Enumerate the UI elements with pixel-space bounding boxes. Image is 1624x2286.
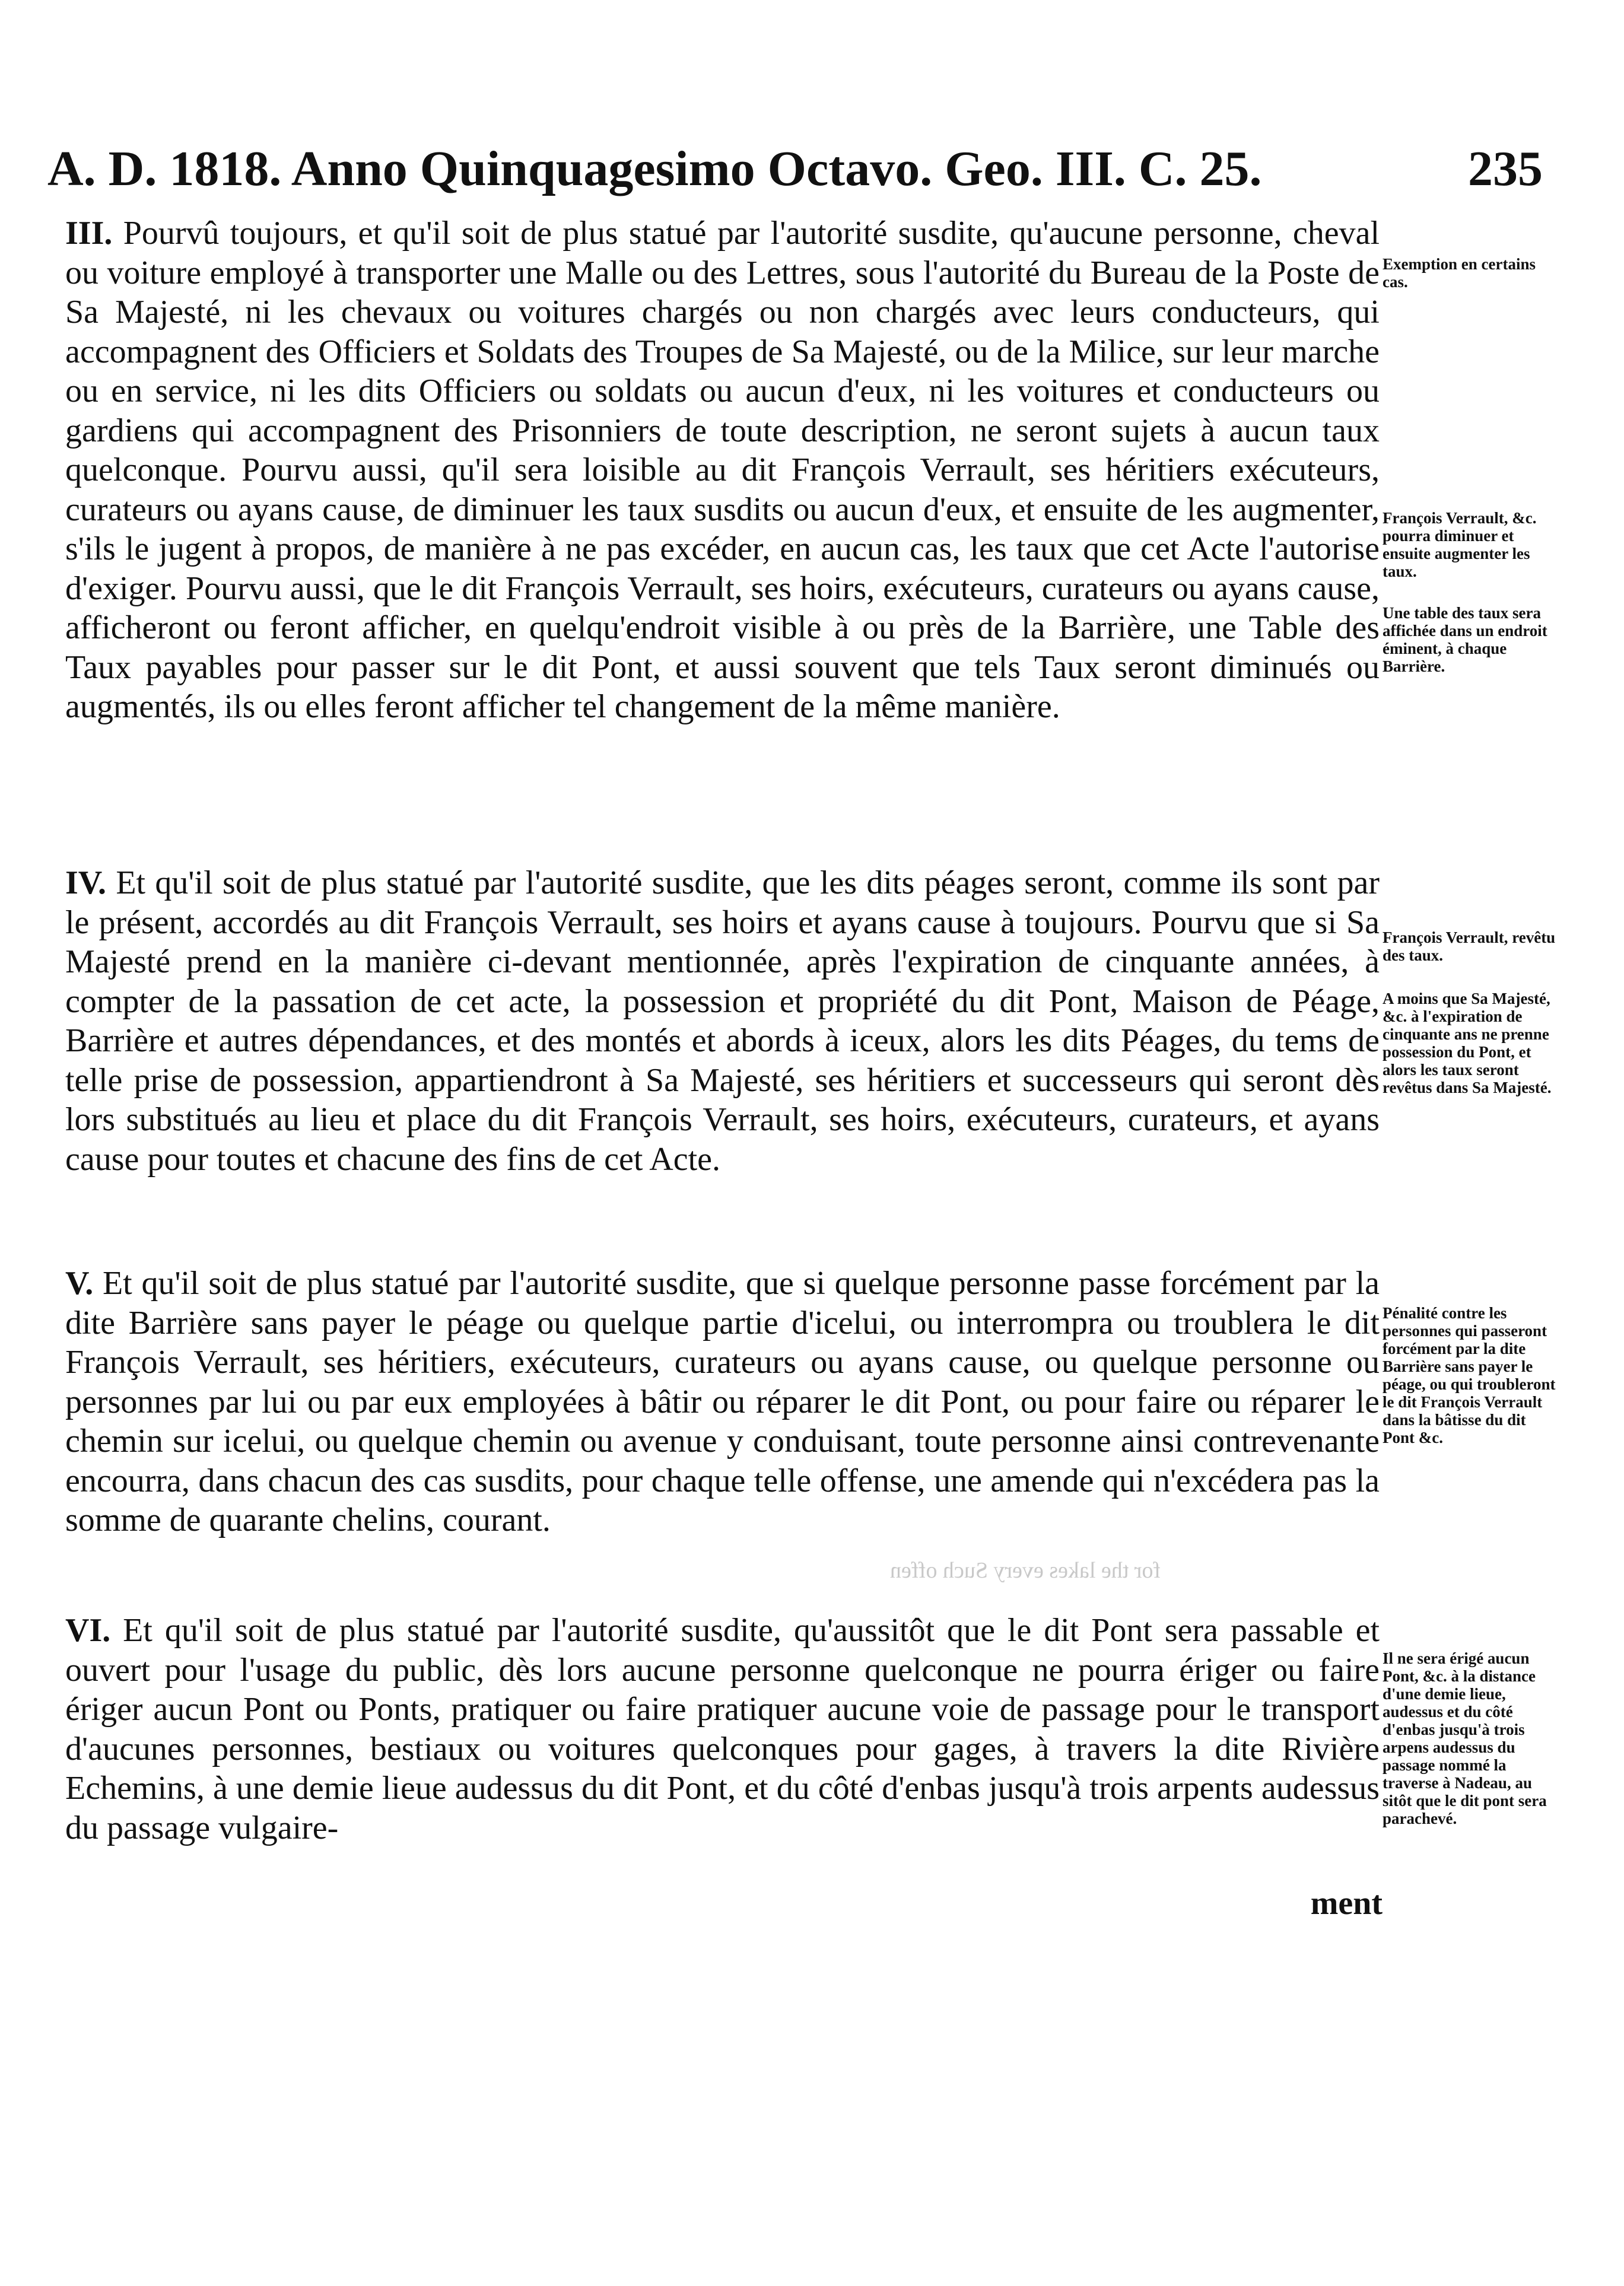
section-v (65, 1264, 1380, 1540)
marginal-note-revetu: François Verrault, revêtu des taux. (1383, 929, 1556, 964)
marginal-note-exemption: Exemption en certains cas. (1383, 255, 1536, 291)
running-head (47, 136, 1543, 202)
section-iii (65, 214, 1380, 727)
section-iv (65, 863, 1380, 1179)
show-through-text: for the lakes every Such offen (890, 1558, 1161, 1583)
section-number: III. (65, 215, 113, 252)
catchword: ment (1310, 1885, 1383, 1922)
section-text: Pourvû toujours, et qu'il soit de plus statué par l'autorité susdite, qu'aucune personne, cheval ou voiture employé à transporter une Malle ou des Lettres, sous l'autorité du Bureau de la Poste de Sa Majesté, ni les chevaux ou voitures chargés ou non chargés avec leurs conducteurs, qui accompagnent des Officiers et Soldats des Troupes de Sa Majesté, ou de la Milice, sur leur marche ou en service, ni les dits Officiers ou soldats ou aucun d'eux, ni les voitures et conducteurs ou gardiens qui accompagnent des Prisonniers de toute description, ne seront sujets à aucun taux quelconque. Pourvu aussi, qu'il sera loisible au dit François Verrault, ses héritiers exécuteurs, curateurs ou ayans cause, de diminuer les taux susdits ou aucun d'eux, et ensuite de les augmenter, s'ils le jugent à propos, de manière à ne pas excéder, en aucun cas, les taux que cet Acte l'autorise d'exiger. Pourvu aussi, que le dit François Verrault, ses hoirs, exécuteurs, curateurs ou ayans cause, afficheront ou feront afficher, en quelqu'endroit visible à ou près de la Barrière, une Table des Taux payables pour passer sur le dit Pont, et aussi souvent que tels Taux seront diminués ou augmentés, ils ou elles feront afficher tel changement de la même manière. (65, 215, 1380, 725)
section-number: VI. (65, 1612, 111, 1649)
marginal-note-table: Une table des taux sera affichée dans un endroit éminent, à chaque Barrière. (1383, 604, 1547, 675)
section-number: IV. (65, 864, 107, 901)
marginal-note-majeste: A moins que Sa Majesté, &c. à l'expiration de cinquante ans ne prenne possession du Pont, et alors les taux seront revêtus dans Sa Majesté. (1383, 990, 1552, 1096)
marginal-note-erige: Il ne sera érigé aucun Pont, &c. à la distance d'une demie lieue, audessus et du côté d'enbas jusqu'à trois arpens audessus du passage nommé la traverse à Nadeau, au sitôt que le dit pont sera parachevé. (1383, 1649, 1547, 1827)
section-vi (65, 1611, 1380, 1848)
page-number: 235 (1468, 141, 1543, 196)
section-text: Et qu'il soit de plus statué par l'autorité susdite, qu'aussitôt que le dit Pont sera passable et ouvert pour l'usage du public, dès lors aucune personne quelconque ne pourra ériger ou faire ériger aucun Pont ou Ponts, pratiquer ou faire pratiquer aucune voie de passage pour le transport d'aucunes personnes, bestiaux ou voitures quelconques pour gages, à travers la dite Rivière Echemins, à une demie lieue audessus du dit Pont, et du côté d'enbas jusqu'à trois arpents audessus du passage vulgaire- (65, 1612, 1380, 1846)
section-number: V. (65, 1265, 94, 1302)
marginal-note-diminuer: François Verrault, &c. pourra diminuer et ensuite augmenter les taux. (1383, 509, 1537, 580)
section-text: Et qu'il soit de plus statué par l'autorité susdite, que les dits péages seront, comme ils sont par le présent, accordés au dit François Verrault, ses hoirs et ayans cause à toujours. Pourvu que si Sa Majesté prend en la manière ci-devant mentionnée, après l'expiration de cinquante années, à compter de la passation de cet acte, la possession et propriété du dit Pont, Maison de Péage, Barrière et autres dépendances, et des montés et abords à iceux, alors les dits Péages, du tems de telle prise de possession, appartiendront à Sa Majesté, ses héritiers et successeurs qui seront dès lors substitués au lieu et place du dit François Verrault, ses hoirs, exécuteurs, curateurs, et ayans cause pour toutes et chacune des fins de cet Acte. (65, 864, 1380, 1178)
section-text: Et qu'il soit de plus statué par l'autorité susdite, que si quelque personne passe forcément par la dite Barrière sans payer le péage ou quelque partie d'icelui, ou interrompra ou troublera le dit François Verrault, ses héritiers, exécuteurs, curateurs ou ayans cause, ou quelque personne ou personnes par lui ou par eux employées à bâtir ou réparer le dit Pont, ou pour faire ou réparer le chemin sur icelui, ou quelque chemin ou avenue y conduisant, toute personne ainsi contrevenante encourra, dans chacun des cas susdits, pour chaque telle offense, une amende qui n'excédera pas la somme de quarante chelins, courant. (65, 1265, 1380, 1538)
marginal-note-penalite: Pénalité contre les personnes qui passeront forcément par la dite Barrière sans payer le péage, ou qui troubleront le dit François Verrault dans la bâtisse du dit Pont &c. (1383, 1304, 1556, 1446)
running-head-title: A. D. 1818. Anno Quinquagesimo Octavo. Geo. III. C. 25. (47, 141, 1262, 196)
